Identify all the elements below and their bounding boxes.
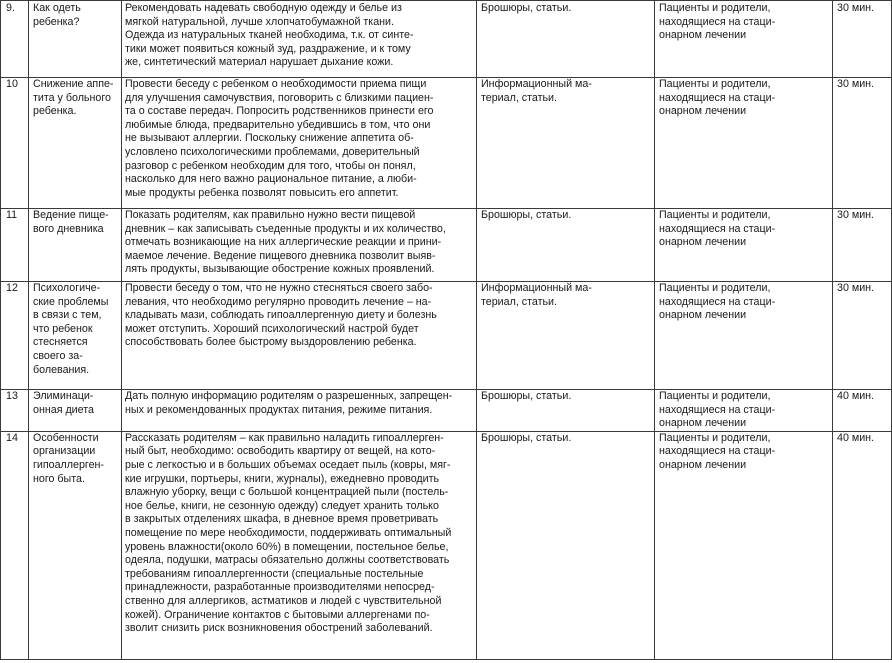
row-number-text: 14 [6, 431, 18, 444]
duration-cell-text: 30 мин. [837, 78, 875, 90]
audience-cell-line: находящиеся на стаци- [659, 295, 776, 308]
description-cell [122, 282, 477, 390]
description-cell-line: кие игрушки, портьеры, книги, журналы), ежедневно проводить [125, 472, 440, 485]
description-cell-line: не вызывают аллергии. Поскольку снижение аппетита об- [125, 132, 414, 145]
audience-cell-line: онарном лечении [659, 458, 747, 471]
topic-cell [29, 390, 122, 432]
materials-cell [477, 78, 655, 209]
description-cell-line: кожей). Ограничение контактов с бытовыми аллергенами по- [125, 608, 430, 621]
audience-cell [655, 431, 833, 659]
description-cell-line: зволит снизить риск возникновения обострений заболеваний. [125, 622, 433, 635]
materials-cell-line: Брошюры, статьи. [481, 209, 572, 221]
table-row [1, 282, 892, 390]
topic-cell [29, 431, 122, 659]
audience-cell-line: Пациенты и родители, [659, 209, 771, 221]
description-cell-line: в закрытых отделениях шкафа, в дневное время проветривать [125, 513, 439, 526]
table-body [1, 1, 892, 660]
topic-cell-line: Снижение аппе- [33, 78, 114, 90]
topic-cell-line: онная диета [33, 403, 94, 416]
table-row [1, 1, 892, 78]
row-number-text: 9. [6, 2, 15, 14]
description-cell-line: Дать полную информацию родителям о разрешенных, запрещен- [125, 390, 453, 402]
description-cell-line: любимые блюда, предварительно убедившись в том, что они [125, 118, 431, 131]
description-cell-line: ное белье, книги, не сезонную одежду) следует хранить только [125, 499, 439, 512]
description-cell-line: Провести беседу с ребенком о необходимости приема пищи [125, 78, 427, 90]
row-number [1, 282, 29, 390]
description-cell-line: левания, что необходимо регулярно проводить лечение – на- [125, 295, 432, 308]
description-cell-line: же, синтетический материал нарушает дыхание кожи. [125, 56, 394, 69]
row-number [1, 209, 29, 282]
duration-cell [833, 282, 892, 390]
audience-cell-line: онарном лечении [659, 105, 747, 118]
description-cell-line: насколько для него важно рациональное питание, а люби- [125, 173, 417, 186]
description-cell-line: помещение по мере необходимости, поддерживать оптимальный [125, 526, 452, 539]
topic-cell [29, 78, 122, 209]
audience-cell-line: находящиеся на стаци- [659, 403, 776, 416]
description-cell-line: отмечать возникающие на них аллергические реакции и прини- [125, 236, 442, 249]
table-row [1, 209, 892, 282]
description-cell-line: ный быт, необходимо: освободить квартиру от вещей, на кото- [125, 445, 436, 458]
description-cell-line: способствовать более быстрому выздоровлению ребенка. [125, 336, 417, 349]
audience-cell-line: Пациенты и родители, [659, 78, 771, 90]
topic-cell-line: Психологиче- [33, 282, 101, 294]
materials-cell-line: Информационный ма- [481, 282, 592, 294]
description-cell-line: для улучшения самочувствия, поговорить с близкими пациен- [125, 91, 434, 104]
description-cell-line: условлено психологическими проблемами, доверительный [125, 145, 420, 158]
duration-cell-text: 40 мин. [837, 431, 875, 444]
description-cell-line: тики может появиться кожный зуд, раздражение, и к тому [125, 42, 411, 55]
audience-cell [655, 78, 833, 209]
description-cell-line: кладывать мази, соблюдать гипоаллергенную диету и болезнь [125, 309, 437, 322]
audience-cell-line: находящиеся на стаци- [659, 445, 776, 458]
table-row [1, 390, 892, 432]
description-cell-line: Показать родителям, как правильно нужно вести пищевой [125, 209, 416, 221]
audience-cell-line: находящиеся на стаци- [659, 222, 776, 235]
description-cell [122, 209, 477, 282]
description-cell-line: Одежда из натуральных тканей необходима, т.к. от синте- [125, 29, 414, 42]
table-row [1, 431, 892, 659]
topic-cell-line: гипоаллерген- [33, 458, 104, 471]
description-cell-line: одеяла, подушки, матрасы обязательно должны соответствовать [125, 554, 450, 567]
duration-cell-text: 30 мин. [837, 282, 875, 294]
topic-cell-line: ребенка. [33, 105, 77, 118]
description-cell-line: Провести беседу о том, что не нужно стесняться своего забо- [125, 282, 433, 294]
description-cell-line: та о составе передач. Попросить родственников принести его [125, 105, 434, 118]
description-cell-line: Рекомендовать надевать свободную одежду и белье из [125, 2, 402, 14]
audience-cell-line: Пациенты и родители, [659, 282, 771, 294]
description-cell-line: лять продукты, вызывающие обострение кожных проявлений. [125, 263, 435, 276]
materials-cell-line: Брошюры, статьи. [481, 2, 572, 14]
description-cell-line: маемое лечение. Ведение пищевого дневника позволит выяв- [125, 249, 436, 262]
audience-cell-line: онарном лечении [659, 309, 747, 322]
description-cell-line: ных и рекомендованных продуктах питания, режиме питания. [125, 403, 433, 416]
materials-cell [477, 431, 655, 659]
description-cell-line: уровень влажности(около 60%) в помещении, постельное белье, [125, 540, 449, 553]
topic-cell-line: Элиминаци- [33, 390, 94, 402]
materials-cell-line: териал, статьи. [481, 91, 557, 104]
topic-cell-line: что ребенок [33, 322, 93, 335]
row-number-text: 11 [6, 209, 18, 221]
audience-cell-line: Пациенты и родители, [659, 431, 771, 444]
topic-cell-line: своего за- [33, 349, 83, 362]
description-cell-line: влажную уборку, вещи с большой концентрацией пыли (постель- [125, 486, 449, 499]
description-cell-line: мягкой натуральной, лучше хлопчатобумажной ткани. [125, 15, 394, 28]
topic-cell-line: ребенка? [33, 15, 80, 28]
description-cell-line: требованиям гипоаллергенности (специальные постельные [125, 567, 424, 580]
description-cell-line: может отступить. Хороший психологический настрой будет [125, 322, 419, 335]
row-number [1, 431, 29, 659]
row-number-text: 10 [6, 78, 18, 90]
topic-cell-line: вого дневника [33, 222, 104, 235]
description-cell-line: мые продукты ребенка позволят повысить его аппетит. [125, 186, 399, 199]
materials-cell-line: Информационный ма- [481, 78, 592, 90]
topic-cell-line: тита у больного [33, 91, 111, 104]
audience-cell-line: онарном лечении [659, 236, 747, 249]
row-number-text: 13 [6, 390, 18, 402]
description-cell-line: ственно для аллергиков, астматиков и людей с чувствительной [125, 594, 442, 607]
table-row [1, 78, 892, 209]
duration-cell-text: 30 мин. [837, 209, 875, 221]
topic-cell-line: болевания. [33, 363, 90, 376]
audience-cell [655, 282, 833, 390]
materials-cell [477, 282, 655, 390]
duration-cell [833, 209, 892, 282]
materials-cell-line: Брошюры, статьи. [481, 431, 572, 444]
topic-cell-line: Особенности [33, 431, 99, 444]
materials-cell [477, 390, 655, 432]
description-cell-line: разговор с ребенком необходим для того, чтобы он понял, [125, 159, 416, 172]
duration-cell [833, 390, 892, 432]
row-number [1, 390, 29, 432]
description-cell [122, 390, 477, 432]
description-cell-line: Рассказать родителям – как правильно наладить гипоаллерген- [125, 431, 444, 444]
topic-cell [29, 282, 122, 390]
audience-cell [655, 1, 833, 78]
topic-cell-line: стесняется [33, 336, 88, 349]
row-number [1, 78, 29, 209]
materials-cell [477, 1, 655, 78]
audience-cell-line: находящиеся на стаци- [659, 15, 776, 28]
audience-cell-line: онарном лечении [659, 417, 747, 430]
row-number [1, 1, 29, 78]
duration-cell [833, 78, 892, 209]
audience-cell-line: Пациенты и родители, [659, 390, 771, 402]
audience-cell-line: находящиеся на стаци- [659, 91, 776, 104]
audience-cell [655, 209, 833, 282]
duration-cell [833, 1, 892, 78]
description-cell [122, 78, 477, 209]
description-cell-line: принадлежности, разработанные производителями непосред- [125, 581, 435, 594]
topic-cell-line: ного быта. [33, 472, 85, 485]
row-number-text: 12 [6, 282, 18, 294]
audience-cell-line: онарном лечении [659, 29, 747, 42]
audience-cell-line: Пациенты и родители, [659, 2, 771, 14]
topic-cell [29, 209, 122, 282]
materials-cell [477, 209, 655, 282]
topic-cell-line: организации [33, 445, 96, 458]
duration-cell-text: 30 мин. [837, 2, 875, 14]
topic-cell-line: ские проблемы [33, 295, 109, 308]
topic-cell-line: в связи с тем, [33, 309, 102, 322]
topic-cell-line: Ведение пище- [33, 209, 109, 221]
description-cell [122, 1, 477, 78]
materials-cell-line: териал, статьи. [481, 295, 557, 308]
description-cell [122, 431, 477, 659]
topic-cell [29, 1, 122, 78]
duration-cell-text: 40 мин. [837, 390, 875, 402]
audience-cell [655, 390, 833, 432]
description-cell-line: дневник – как записывать съеденные продукты и их количество, [125, 222, 446, 235]
materials-cell-line: Брошюры, статьи. [481, 390, 572, 402]
duration-cell [833, 431, 892, 659]
description-cell-line: рые с легкостью и в больших объемах оседает пыль (ковры, мяг- [125, 458, 451, 471]
topic-cell-line: Как одеть [33, 2, 81, 14]
